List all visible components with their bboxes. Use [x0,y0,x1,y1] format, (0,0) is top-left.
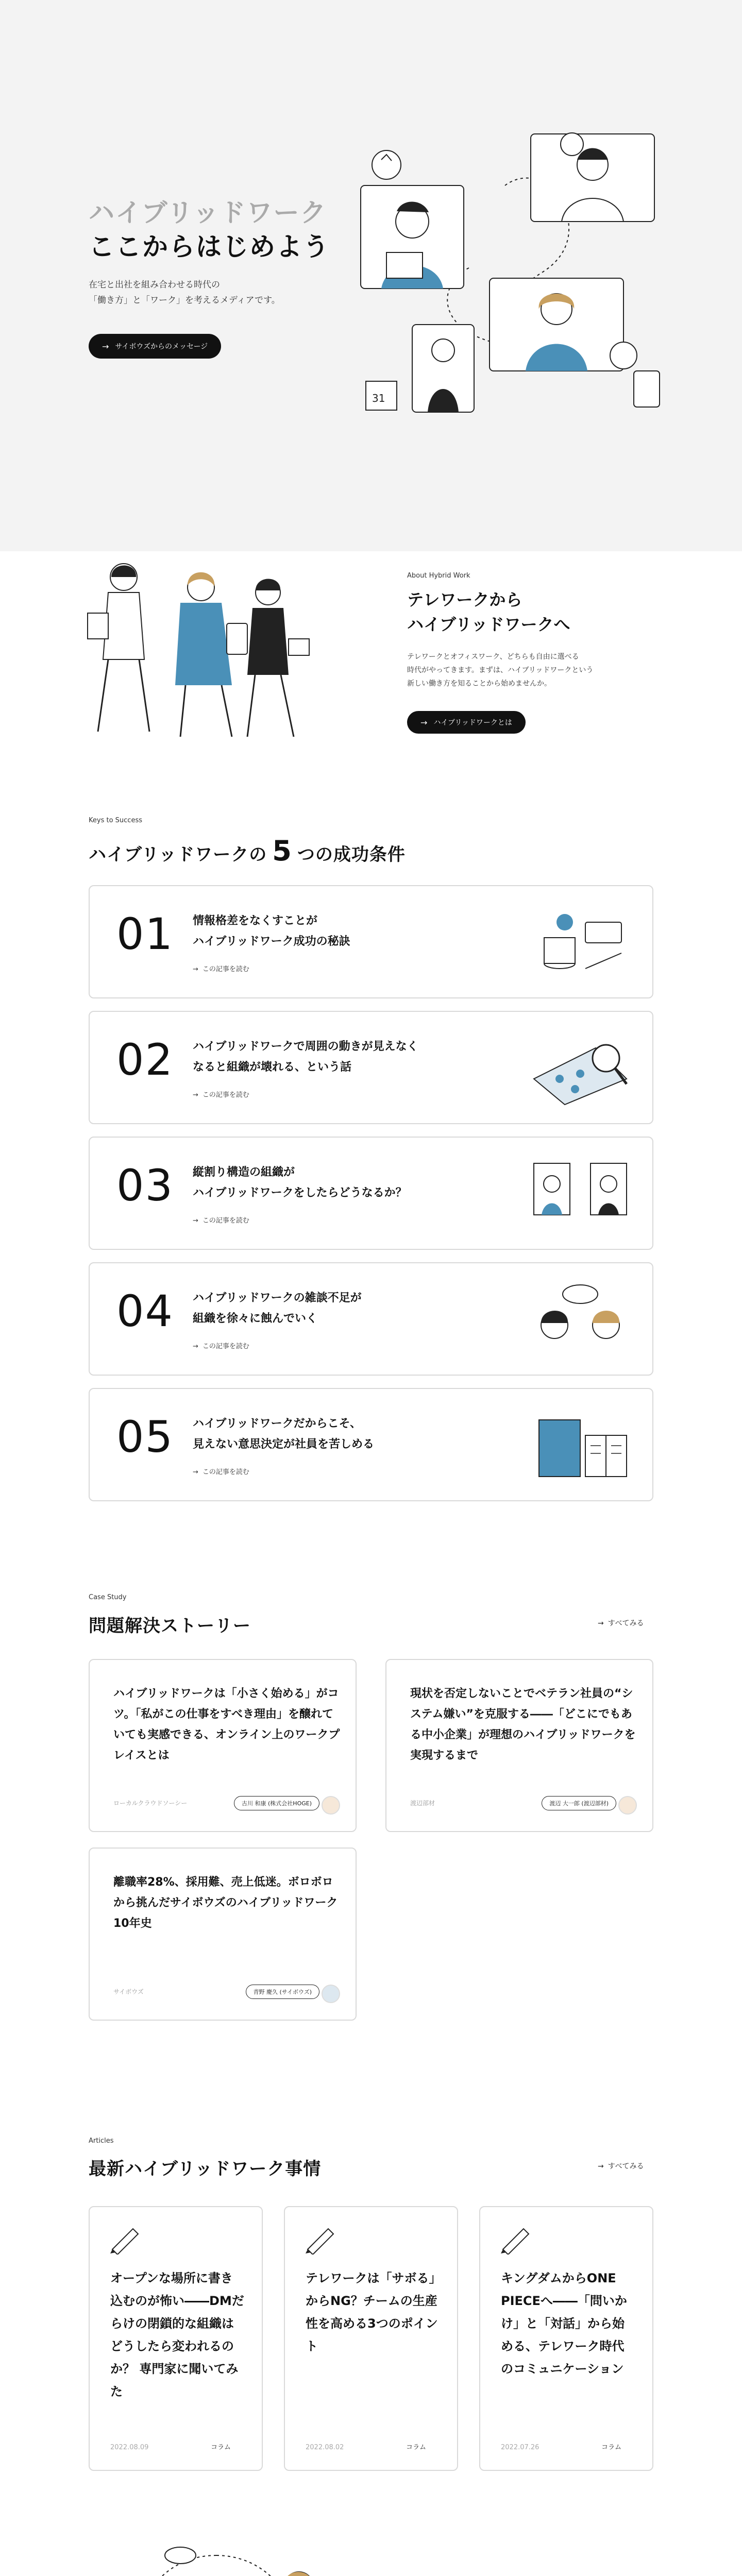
condition-title [193,1037,418,1078]
arrow-right-icon: → [102,341,109,351]
cases-title: 問題解決ストーリー [89,1616,251,1636]
condition-number: 01 [116,909,174,959]
articles-more-label: すべてみる [608,2162,644,2171]
read-article-label: この記事を読む [202,1091,249,1099]
avatar [618,1796,637,1815]
condition-title-line1: 縦割り構造の組織が [193,1166,295,1179]
case-company: ローカルクラウドソーシー [113,1800,188,1807]
arrow-right-icon: → [598,1619,604,1628]
avatar [322,1796,340,1815]
condition-title-line1: ハイブリッドワークで周囲の動きが見えなく [193,1040,418,1053]
condition-illustration-books [529,1404,632,1487]
article-card-3[interactable] [479,2206,653,2471]
condition-card-5[interactable] [89,1388,653,1501]
condition-number: 05 [116,1412,174,1462]
arrow-right-icon: → [420,717,428,727]
read-article-label: この記事を読む [202,1343,249,1350]
condition-title [193,911,350,952]
arrow-right-icon: → [598,2162,604,2171]
article-title: オープンな場所に書き込むのが怖い――DMだらけの閉鎖的な組織はどうしたら変われるのか？ 専門家に聞いてみた [110,2271,244,2399]
arrow-right-icon: → [193,1091,198,1099]
read-article-label: この記事を読む [202,1217,249,1225]
condition-title-line2: なると組織が壊れる、という話 [193,1061,352,1074]
condition-card-4[interactable] [89,1262,653,1376]
condition-card-1[interactable] [89,885,653,998]
hero-cta-label: サイボウズからのメッセージ [115,343,208,351]
hero-title [89,196,330,264]
about-label: About Hybrid Work [407,572,470,580]
hero-section [0,0,742,551]
arrow-right-icon: → [193,965,198,973]
about-cta-label: ハイブリッドワークとは [433,719,512,727]
case-card-2[interactable] [385,1659,653,1832]
article-category: コラム [601,2444,621,2451]
condition-title-line1: ハイブリッドワークだからこそ、 [193,1417,362,1430]
case-title: ハイブリッドワークは「小さく始める」がコツ。「私がこの仕事をすべき理由」を醸れていても実感できる、オンライン上のワークプレイスとは [113,1687,340,1762]
keys-title-suffix: つの成功条件 [297,844,406,865]
case-person-badge: 渡辺 大一郎 (渡辺部材) [542,1796,616,1810]
hero-description-line2: 「働き方」と「ワーク」を考えるメディアです。 [89,295,280,306]
case-card-1[interactable] [89,1659,357,1832]
keys-title-number: 5 [272,835,292,867]
articles-more-link[interactable] [598,2161,644,2171]
condition-illustration-chat [529,1279,632,1361]
hero-description [89,277,280,308]
article-card-1[interactable] [89,2206,263,2471]
condition-title [193,1288,362,1329]
read-article-link[interactable] [193,1215,249,1225]
case-title: 離職率28%、採用難、売上低迷。ボロボロから挑んだサイボウズのハイブリッドワーク10年史 [113,1876,338,1930]
pen-icon [498,2224,534,2255]
condition-title-line1: 情報格差をなくすことが [193,914,318,927]
condition-card-2[interactable] [89,1011,653,1124]
keys-title [89,835,406,867]
hero-description-line1: 在宅と出社を組み合わせる時代の [89,280,220,290]
articles-title: 最新ハイブリッドワーク事情 [89,2159,322,2179]
case-title: 現状を否定しないことでベテラン社員の“システム嫌い”を克服する――「どこにでもある中小企業」が理想のハイブリッドワークを実現するまで [410,1687,636,1762]
hero-title-line1: ハイブリッドワーク [89,198,327,228]
keys-title-prefix: ハイブリッドワークの [89,844,267,865]
svg-text:31: 31 [372,392,385,404]
cybozu-illustration [82,2524,350,2576]
condition-title [193,1414,374,1455]
case-card-3[interactable] [89,1848,357,2021]
condition-title-line2: ハイブリッドワーク成功の秘訣 [193,935,350,948]
about-description-line2: 時代がやってきます。まずは、ハイブリッドワークという [407,666,594,674]
condition-illustration-magnifier [529,1027,632,1110]
about-title-line1: テレワークから [407,590,522,609]
read-article-link[interactable] [193,1089,249,1099]
read-article-link[interactable] [193,1466,249,1476]
read-article-link[interactable] [193,1341,249,1350]
about-description-line1: テレワークとオフィスワーク、どちらも自由に選べる [407,653,579,661]
case-person-badge: 古川 和康 (株式会社HOGE) [234,1796,319,1810]
article-date: 2022.07.26 [501,2444,539,2451]
pen-icon [302,2224,339,2255]
article-title: テレワークは「サボる」からNG？チームの生産性を高める3つのポイント [306,2271,438,2353]
about-cta-button[interactable] [407,711,526,734]
condition-title-line2: 見えない意思決定が社員を苦しめる [193,1438,375,1451]
condition-title-line1: ハイブリッドワークの雑談不足が [193,1292,362,1304]
article-card-2[interactable] [284,2206,458,2471]
about-illustration [77,556,335,742]
condition-number: 04 [116,1286,174,1336]
case-person-badge: 青野 慶久 (サイボウズ) [246,1985,319,1999]
article-category: コラム [211,2444,231,2451]
keys-label: Keys to Success [89,817,142,824]
case-company: サイボウズ [113,1988,144,1995]
cases-more-link[interactable] [598,1618,644,1628]
about-title [407,587,570,637]
condition-title-line2: ハイブリッドワークをしたらどうなるか？ [193,1187,407,1199]
pen-icon [107,2224,143,2255]
cases-label: Case Study [89,1594,127,1601]
arrow-right-icon: → [193,1217,198,1225]
read-article-link[interactable] [193,963,249,973]
cases-more-label: すべてみる [608,1619,644,1628]
read-article-label: この記事を読む [202,965,249,973]
article-date: 2022.08.09 [110,2444,149,2451]
avatar [322,1985,340,2003]
about-description-line3: 新しい働き方を知ることから始めませんか。 [407,680,551,688]
article-category: コラム [406,2444,426,2451]
articles-label: Articles [89,2137,114,2145]
condition-illustration-coins [529,902,632,984]
arrow-right-icon: → [193,1343,198,1350]
condition-number: 02 [116,1035,174,1085]
condition-title [193,1162,407,1204]
read-article-label: この記事を読む [202,1468,249,1476]
condition-number: 03 [116,1160,174,1211]
article-date: 2022.08.02 [306,2444,344,2451]
hero-cta-button[interactable] [89,334,221,359]
about-description [407,650,593,690]
hero-illustration [356,124,675,443]
condition-illustration-frames [529,1153,632,1235]
arrow-right-icon: → [193,1468,198,1476]
about-title-line2: ハイブリッドワークへ [407,615,570,634]
case-company: 渡辺部材 [410,1800,435,1807]
condition-title-line2: 組織を徐々に蝕んでいく [193,1312,318,1325]
article-title: キングダムからONE PIECEへ――「問いかけ」と「対話」から始める、テレワーク時代のコミュニケーション [501,2271,627,2376]
hero-title-line2: ここからはじめよう [89,232,330,262]
condition-card-3[interactable] [89,1137,653,1250]
